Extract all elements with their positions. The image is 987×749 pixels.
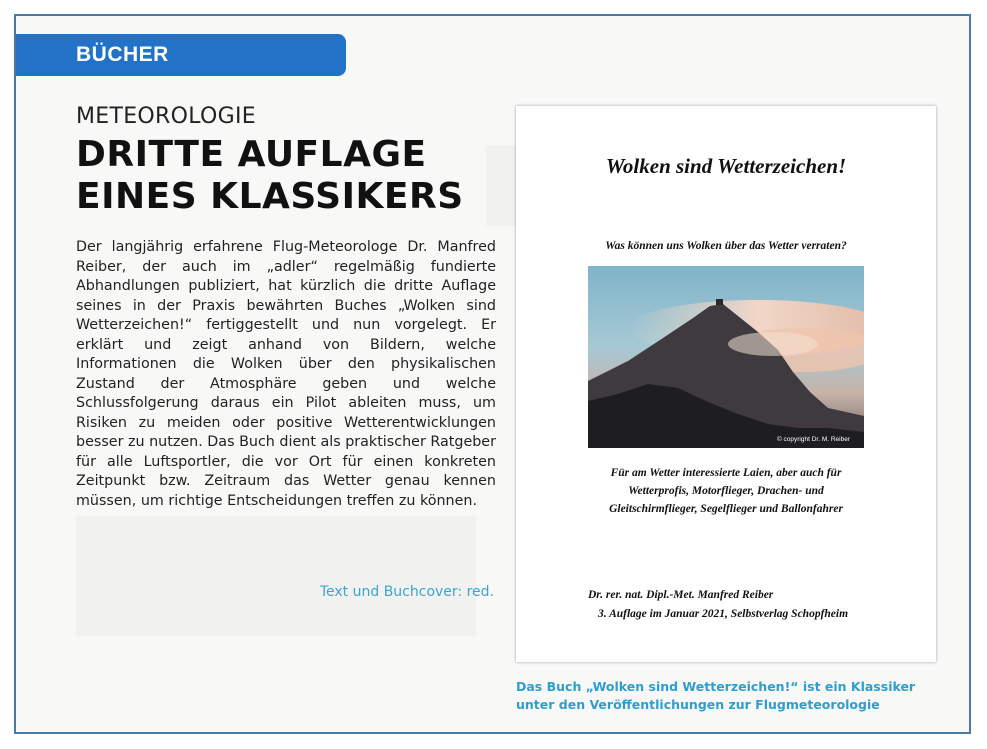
section-tab: BÜCHER [16, 34, 346, 76]
page-frame [14, 14, 971, 734]
article-headline [76, 134, 496, 218]
caption-line: unter den Veröffentlichungen zur Flugmeteorologie [516, 697, 880, 712]
audience-line: Für am Wetter interessierte Laien, aber auch für [610, 467, 842, 479]
headline-line: EINES KLASSIKERS [76, 176, 464, 217]
cloud-photo [588, 266, 864, 448]
cover-caption [516, 678, 946, 714]
show-through [76, 516, 476, 636]
caption-line: Das Buch „Wolken sind Wetterzeichen!“ ist ein Klassiker [516, 679, 916, 694]
mountain-cloud-image [588, 266, 864, 448]
book-title: Wolken sind Wetterzeichen! [605, 154, 847, 178]
audience-line: Gleitschirmflieger, Segelflieger und Ballonfahrer [609, 503, 843, 515]
book-author: Dr. rer. nat. Dipl.-Met. Manfred Reiber [588, 589, 774, 601]
book-cover [516, 106, 936, 662]
book-author-block [588, 586, 848, 624]
book-audience [556, 464, 896, 518]
article-kicker: METEOROLOGIE [76, 104, 256, 129]
book-subtitle: Was können uns Wolken über das Wetter verraten? [605, 240, 847, 252]
article-credit: Text und Buchcover: red. [319, 584, 494, 600]
audience-line: Wetterprofis, Motorflieger, Drachen- und [628, 485, 824, 497]
headline-line: DRITTE AUFLAGE [76, 134, 427, 175]
photo-copyright: © copyright Dr. M. Reiber [776, 436, 850, 443]
book-edition: 3. Auflage im Januar 2021, Selbstverlag Schopfheim [598, 608, 849, 620]
article-body: Der langjährig erfahrene Flug-Meteorologe Dr. Manfred Reiber, der auch im „adler“ regelmäßig fundierte Abhandlungen publiziert, hat kürzlich die dritte Auflage seines in der Praxis bewährten Buches „Wolken sind Wetterzeichen!“ fertiggestellt und nun vorgelegt. Er erklärt und zeigt anhand von Bildern, welche Informationen die Wolken über den physikalischen Zustand der Atmosphäre geben und welche Schlussfolgerung daraus ein Pilot ableiten muss, um Risiken zu meiden oder positive Wetterentwicklungen besser zu nutzen. Das Buch dient als praktischer Ratgeber für alle Luftsportler, die vor Ort für einen konkreten Zeitpunkt bzw. Zeitraum das Wetter genau kennen müssen, um richtige Entscheidungen treffen zu können. [76, 239, 496, 509]
